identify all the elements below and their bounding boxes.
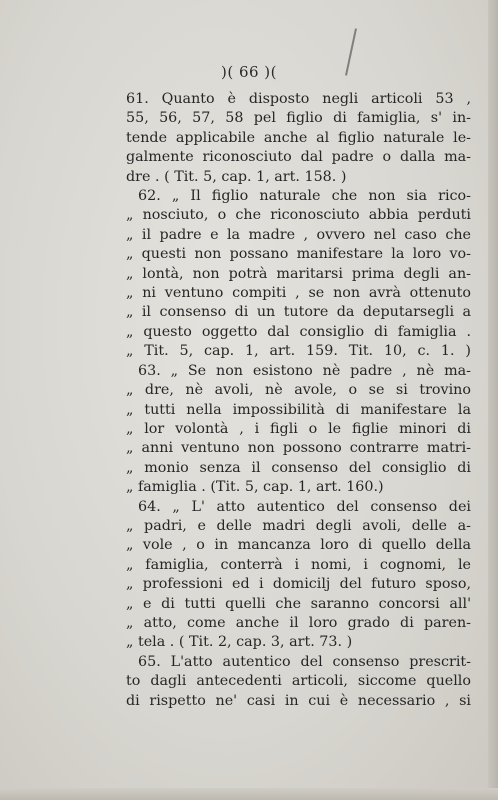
- text-line: „ Tit. 5, cap. 1, art. 159. Tit. 10, c. 1. ): [126, 343, 471, 360]
- text-line: di rispetto ne' casi in cui è necessario , si: [126, 692, 471, 709]
- text-line: „ ni ventuno compiti , se non avrà ottenuto: [126, 285, 471, 302]
- text-line: 64. „ L' atto autentico del consenso dei: [138, 498, 471, 515]
- text-line: 65. L'atto autentico del consenso prescrit-: [138, 653, 471, 670]
- text-line: 63. „ Se non esistono nè padre , nè ma-: [138, 362, 471, 379]
- text-line: „ padri, e delle madri degli avoli, delle a-: [126, 517, 471, 534]
- text-line: „ dre, nè avoli, nè avole, o se si trovino: [126, 382, 471, 399]
- text-line: „ vole , o in mancanza loro di quello della: [126, 537, 471, 554]
- text-line: 55, 56, 57, 58 pel figlio di famiglia, s' in-: [126, 110, 471, 127]
- text-line: „ monio senza il consenso del consiglio di: [126, 459, 471, 476]
- text-line: „ tutti nella impossibilità di manifestare la: [126, 401, 471, 418]
- text-line: 62. „ Il figlio naturale che non sia rico-: [138, 188, 471, 205]
- text-line: „ il padre e la madre , ovvero nel caso che: [126, 226, 471, 243]
- text-line: „ lor volontà , i figli o le figlie minori di: [126, 420, 471, 437]
- page-number: )( 66 )(: [220, 63, 278, 81]
- text-line: „ lontà, non potrà maritarsi prima degli an-: [126, 265, 471, 282]
- text-line: „ famiglia . (Tit. 5, cap. 1, art. 160.): [126, 479, 384, 496]
- text-line: „ tela . ( Tit. 2, cap. 3, art. 73. ): [126, 634, 353, 651]
- body-text: [126, 90, 471, 711]
- text-line: „ famiglia, conterrà i nomi, i cognomi, le: [126, 556, 471, 573]
- text-line: „ professioni ed i domicilj del futuro sposo,: [126, 576, 471, 593]
- text-line: „ nosciuto, o che riconosciuto abbia perduti: [126, 207, 471, 224]
- page-edge-bottom: [0, 788, 498, 800]
- text-line: tende applicabile anche al figlio naturale le-: [126, 129, 471, 146]
- text-line: 61. Quanto è disposto negli articoli 53 ,: [126, 91, 471, 107]
- text-line: „ atto, come anche il loro grado di paren-: [126, 614, 471, 631]
- text-line: „ questo oggetto dal consiglio di famiglia .: [126, 323, 471, 340]
- text-line: „ questi non possano manifestare la loro vo-: [126, 246, 471, 263]
- text-line: dre . ( Tit. 5, cap. 1, art. 158. ): [126, 168, 347, 185]
- page-edge-right: [488, 0, 498, 800]
- text-line: „ anni ventuno non possono contrarre matri-: [126, 440, 471, 457]
- text-line: „ il consenso di un tutore da deputarsegli a: [126, 304, 471, 321]
- text-line: to dagli antecedenti articoli, siccome quello: [126, 673, 471, 690]
- text-line: galmente riconosciuto dal padre o dalla ma-: [126, 149, 471, 166]
- text-line: „ e di tutti quelli che saranno concorsi all': [126, 595, 471, 612]
